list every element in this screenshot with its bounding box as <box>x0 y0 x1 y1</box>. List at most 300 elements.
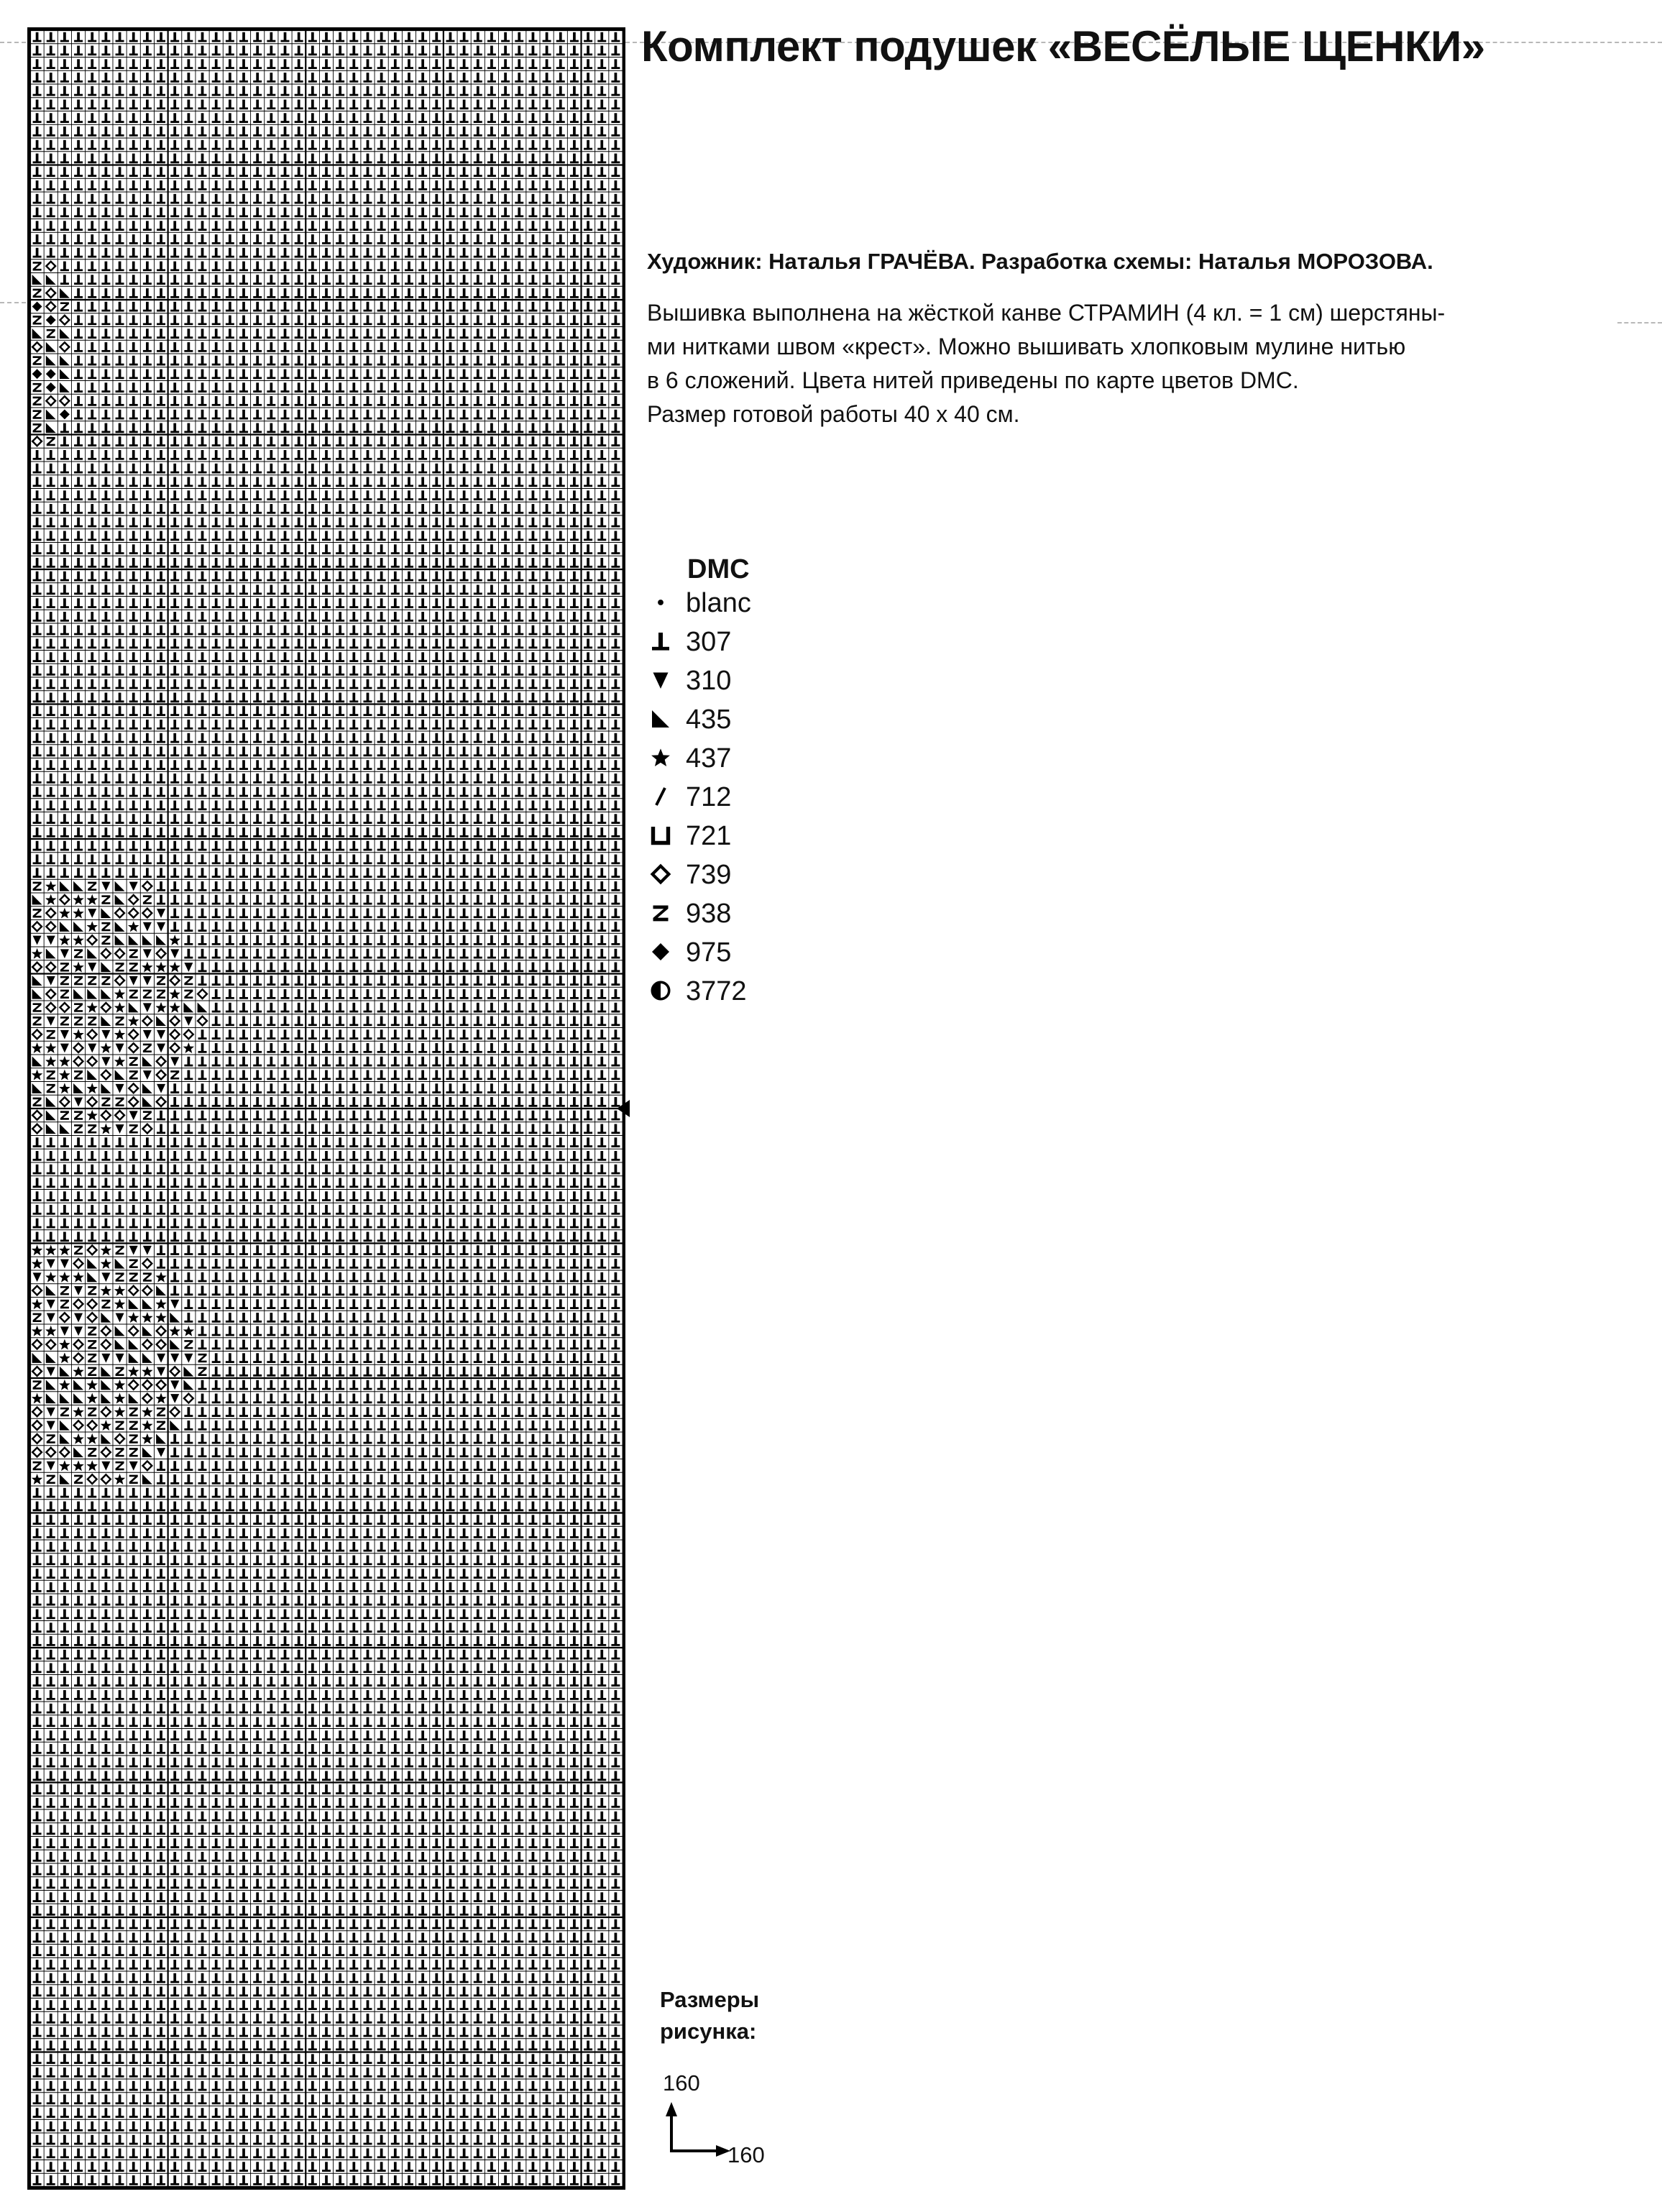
chart-cell-perp <box>143 1219 152 1229</box>
chart-cell-perp <box>226 1353 234 1363</box>
chart-cell-perp <box>528 504 537 514</box>
chart-cell-perp <box>418 625 427 635</box>
chart-cell-perp <box>47 167 55 177</box>
chart-cell-perp <box>418 827 427 837</box>
chart-cell-perp <box>47 140 55 150</box>
chart-cell-perp <box>515 1340 523 1350</box>
chart-cell-corner <box>60 922 70 932</box>
chart-cell-perp <box>295 774 303 784</box>
chart-cell-perp <box>474 316 482 326</box>
chart-cell-perp <box>377 1057 386 1067</box>
chart-cell-perp <box>556 73 565 83</box>
chart-cell-perp <box>336 221 344 231</box>
chart-cell-perp <box>474 1259 482 1269</box>
chart-cell-perp <box>501 625 510 635</box>
chart-cell-perp <box>295 706 303 716</box>
chart-cell-perp <box>47 504 55 514</box>
chart-cell-perp <box>253 396 262 406</box>
chart-cell-z <box>101 976 110 985</box>
chart-cell-perp <box>460 949 469 959</box>
chart-cell-perp <box>418 342 427 352</box>
chart-cell-perp <box>74 248 83 258</box>
chart-cell-perp <box>349 1070 358 1080</box>
chart-cell-perp <box>239 774 248 784</box>
chart-cell-perp <box>157 180 165 191</box>
chart-cell-perp <box>253 477 262 487</box>
chart-cell-perp <box>528 625 537 635</box>
chart-cell-perp <box>597 544 606 554</box>
chart-cell-perp <box>432 827 441 837</box>
chart-cell-perp <box>474 194 482 204</box>
chart-cell-perp <box>570 288 579 298</box>
chart-cell-perp <box>391 1259 400 1269</box>
chart-cell-perp <box>460 518 469 528</box>
chart-cell-perp <box>501 679 510 689</box>
chart-cell-perp <box>198 706 207 716</box>
chart-cell-perp <box>391 531 400 541</box>
chart-cell-perp <box>198 518 207 528</box>
chart-cell-perp <box>405 1434 413 1444</box>
chart-cell-perp <box>184 221 193 231</box>
chart-cell-perp <box>584 612 592 622</box>
chart-cell-perp <box>487 1380 496 1390</box>
chart-cell-perp <box>322 733 331 743</box>
chart-cell-perp <box>501 666 510 676</box>
chart-cell-perp <box>184 1313 193 1323</box>
chart-cell-perp <box>543 747 551 757</box>
chart-cell-star <box>114 1406 125 1417</box>
chart-cell-perp <box>349 396 358 406</box>
chart-cell-perp <box>432 814 441 824</box>
chart-cell-perp <box>391 490 400 500</box>
chart-cell-perp <box>405 262 413 272</box>
chart-cell-perp <box>556 706 565 716</box>
chart-cell-perp <box>501 909 510 919</box>
chart-cell-perp <box>432 558 441 568</box>
chart-cell-perp <box>597 356 606 366</box>
chart-cell-perp <box>460 396 469 406</box>
chart-cell-z <box>170 1070 179 1079</box>
chart-cell-perp <box>129 544 138 554</box>
chart-cell-perp <box>170 572 179 582</box>
chart-cell-perp <box>501 1232 510 1242</box>
chart-cell-perp <box>308 1057 317 1067</box>
chart-cell-star <box>114 1056 125 1067</box>
chart-cell-perp <box>116 396 124 406</box>
chart-cell-perp <box>322 140 331 150</box>
chart-cell-perp <box>47 477 55 487</box>
chart-cell-perp <box>528 154 537 164</box>
chart-cell-perp <box>584 370 592 380</box>
chart-cell-perp <box>88 504 96 514</box>
chart-cell-perp <box>570 666 579 676</box>
chart-cell-perp <box>418 1380 427 1390</box>
chart-cell-perp <box>116 1178 124 1188</box>
chart-cell-perp <box>184 760 193 770</box>
chart-cell-perp <box>267 841 275 851</box>
chart-cell-perp <box>584 531 592 541</box>
chart-cell-perp <box>60 59 69 69</box>
chart-cell-perp <box>322 652 331 662</box>
chart-cell-perp <box>418 410 427 420</box>
chart-cell-perp <box>446 639 454 649</box>
chart-cell-perp <box>377 180 386 191</box>
chart-cell-perp <box>170 518 179 528</box>
chart-cell-perp <box>487 248 496 258</box>
chart-cell-perp <box>391 558 400 568</box>
chart-cell-perp <box>391 1097 400 1107</box>
chart-cell-perp <box>60 1165 69 1175</box>
chart-cell-perp <box>487 989 496 999</box>
chart-cell-perp <box>515 855 523 865</box>
chart-cell-perp <box>129 154 138 164</box>
chart-cell-perp <box>418 963 427 973</box>
chart-cell-perp <box>377 1178 386 1188</box>
chart-cell-perp <box>281 976 290 986</box>
chart-cell-perp <box>74 194 83 204</box>
chart-cell-perp <box>267 1421 275 1431</box>
chart-cell-perp <box>556 976 565 986</box>
chart-cell-perp <box>597 1165 606 1175</box>
chart-cell-perp <box>556 598 565 608</box>
chart-cell-perp <box>47 572 55 582</box>
chart-cell-perp <box>226 127 234 137</box>
chart-cell-tri-down <box>116 1084 124 1093</box>
chart-cell-perp <box>267 1205 275 1215</box>
chart-cell-perp <box>501 989 510 999</box>
chart-cell-perp <box>267 585 275 595</box>
chart-cell-perp <box>432 113 441 123</box>
chart-cell-perp <box>528 544 537 554</box>
chart-cell-perp <box>487 639 496 649</box>
chart-cell-corner <box>46 355 56 365</box>
chart-cell-perp <box>584 1124 592 1134</box>
chart-cell-perp <box>460 450 469 460</box>
chart-cell-perp <box>597 598 606 608</box>
chart-cell-perp <box>570 585 579 595</box>
chart-cell-diamond-open <box>46 963 55 972</box>
chart-cell-perp <box>267 1070 275 1080</box>
chart-cell-perp <box>170 1286 179 1296</box>
chart-cell-perp <box>391 32 400 42</box>
chart-cell-perp <box>239 881 248 891</box>
chart-cell-perp <box>446 194 454 204</box>
chart-cell-perp <box>611 1137 620 1147</box>
chart-cell-perp <box>157 140 165 150</box>
chart-cell-perp <box>308 935 317 945</box>
chart-cell-perp <box>570 356 579 366</box>
chart-cell-perp <box>129 370 138 380</box>
chart-cell-perp <box>460 814 469 824</box>
chart-cell-perp <box>446 208 454 218</box>
chart-cell-perp <box>528 1340 537 1350</box>
chart-cell-perp <box>33 248 42 258</box>
chart-cell-perp <box>281 275 290 285</box>
chart-cell-perp <box>336 572 344 582</box>
chart-cell-perp <box>212 302 221 312</box>
chart-cell-perp <box>239 572 248 582</box>
chart-cell-perp <box>267 262 275 272</box>
chart-cell-perp <box>611 1434 620 1444</box>
chart-cell-perp <box>528 248 537 258</box>
chart-cell-perp <box>239 154 248 164</box>
chart-cell-perp <box>611 140 620 150</box>
chart-cell-perp <box>129 329 138 339</box>
chart-cell-perp <box>308 1070 317 1080</box>
chart-cell-perp <box>528 1232 537 1242</box>
chart-cell-perp <box>501 275 510 285</box>
chart-cell-perp <box>157 248 165 258</box>
chart-cell-perp <box>281 585 290 595</box>
chart-cell-perp <box>391 598 400 608</box>
chart-cell-tri-down <box>47 1313 55 1323</box>
chart-cell-perp <box>460 1097 469 1107</box>
chart-cell-perp <box>418 329 427 339</box>
chart-cell-perp <box>101 46 110 56</box>
chart-cell-perp <box>377 194 386 204</box>
chart-cell-perp <box>170 275 179 285</box>
chart-cell-perp <box>101 356 110 366</box>
chart-cell-z <box>198 1367 207 1376</box>
chart-cell-perp <box>487 208 496 218</box>
chart-cell-perp <box>597 1124 606 1134</box>
chart-cell-perp <box>528 180 537 191</box>
chart-cell-perp <box>129 194 138 204</box>
chart-cell-perp <box>570 59 579 69</box>
chart-cell-perp <box>597 1151 606 1161</box>
chart-cell-perp <box>528 598 537 608</box>
chart-cell-tri-down <box>47 1421 55 1431</box>
chart-cell-z <box>101 1300 110 1308</box>
chart-cell-perp <box>377 1111 386 1121</box>
chart-cell-perp <box>336 1137 344 1147</box>
chart-cell-perp <box>584 733 592 743</box>
chart-cell-perp <box>308 1151 317 1161</box>
chart-cell-perp <box>295 585 303 595</box>
chart-cell-perp <box>570 1219 579 1229</box>
chart-cell-perp <box>47 518 55 528</box>
chart-cell-perp <box>501 760 510 770</box>
chart-cell-perp <box>543 477 551 487</box>
chart-cell-perp <box>267 909 275 919</box>
chart-cell-star <box>45 1326 56 1336</box>
chart-cell-perp <box>60 140 69 150</box>
chart-cell-perp <box>446 477 454 487</box>
chart-cell-perp <box>88 342 96 352</box>
chart-cell-perp <box>253 814 262 824</box>
chart-cell-perp <box>515 370 523 380</box>
chart-cell-perp <box>528 922 537 932</box>
chart-cell-z <box>116 1098 124 1106</box>
chart-cell-perp <box>101 679 110 689</box>
chart-cell-perp <box>184 275 193 285</box>
chart-cell-perp <box>295 1434 303 1444</box>
chart-cell-perp <box>446 1394 454 1404</box>
chart-cell-perp <box>295 572 303 582</box>
chart-cell-perp <box>295 140 303 150</box>
chart-cell-perp <box>515 612 523 622</box>
chart-cell-perp <box>584 679 592 689</box>
chart-cell-perp <box>60 262 69 272</box>
chart-cell-perp <box>349 275 358 285</box>
chart-cell-perp <box>418 477 427 487</box>
chart-cell-perp <box>33 167 42 177</box>
chart-cell-perp <box>226 639 234 649</box>
chart-cell-perp <box>239 1043 248 1053</box>
chart-cell-perp <box>101 180 110 191</box>
chart-cell-z <box>60 302 69 311</box>
chart-cell-perp <box>432 1272 441 1282</box>
chart-cell-perp <box>239 1219 248 1229</box>
chart-cell-perp <box>88 167 96 177</box>
chart-cell-perp <box>198 1097 207 1107</box>
chart-cell-perp <box>543 1111 551 1121</box>
chart-cell-perp <box>543 895 551 905</box>
chart-cell-perp <box>460 855 469 865</box>
chart-cell-perp <box>543 558 551 568</box>
chart-cell-perp <box>501 477 510 487</box>
chart-cell-perp <box>515 639 523 649</box>
chart-cell-perp <box>336 868 344 878</box>
chart-cell-perp <box>501 248 510 258</box>
chart-cell-perp <box>584 1232 592 1242</box>
chart-cell-perp <box>515 1137 523 1147</box>
chart-cell-perp <box>611 73 620 83</box>
chart-cell-perp <box>446 1232 454 1242</box>
chart-cell-perp <box>611 1394 620 1404</box>
chart-cell-perp <box>487 1191 496 1201</box>
chart-cell-perp <box>170 221 179 231</box>
chart-cell-perp <box>377 436 386 446</box>
chart-cell-perp <box>226 154 234 164</box>
chart-cell-perp <box>597 342 606 352</box>
chart-cell-diamond-open <box>198 1016 207 1026</box>
chart-cell-perp <box>116 73 124 83</box>
chart-cell-perp <box>170 477 179 487</box>
chart-cell-perp <box>239 1448 248 1458</box>
chart-cell-perp <box>212 1245 221 1255</box>
chart-cell-perp <box>597 518 606 528</box>
chart-cell-perp <box>543 248 551 258</box>
chart-cell-perp <box>74 747 83 757</box>
chart-cell-perp <box>515 868 523 878</box>
chart-cell-perp <box>184 949 193 959</box>
chart-cell-perp <box>363 706 372 716</box>
chart-cell-perp <box>570 827 579 837</box>
chart-cell-perp <box>295 248 303 258</box>
chart-cell-perp <box>170 531 179 541</box>
chart-cell-perp <box>501 518 510 528</box>
chart-cell-perp <box>212 288 221 298</box>
chart-cell-perp <box>129 100 138 110</box>
chart-cell-perp <box>74 113 83 123</box>
chart-cell-perp <box>170 855 179 865</box>
chart-cell-perp <box>474 410 482 420</box>
chart-cell-perp <box>253 1124 262 1134</box>
chart-cell-perp <box>308 262 317 272</box>
chart-cell-perp <box>198 855 207 865</box>
chart-cell-perp <box>584 706 592 716</box>
chart-cell-perp <box>33 1205 42 1215</box>
chart-cell-perp <box>322 1029 331 1040</box>
chart-cell-perp <box>570 1124 579 1134</box>
chart-cell-perp <box>584 774 592 784</box>
chart-cell-perp <box>377 531 386 541</box>
chart-cell-perp <box>226 423 234 433</box>
chart-cell-perp <box>528 881 537 891</box>
chart-cell-perp <box>143 639 152 649</box>
chart-cell-perp <box>363 1286 372 1296</box>
chart-cell-perp <box>474 1057 482 1067</box>
chart-cell-perp <box>405 531 413 541</box>
chart-cell-perp <box>584 1083 592 1093</box>
chart-cell-perp <box>570 814 579 824</box>
chart-cell-perp <box>239 1259 248 1269</box>
chart-cell-perp <box>116 1191 124 1201</box>
chart-cell-perp <box>474 248 482 258</box>
chart-cell-tri-down <box>143 1030 152 1040</box>
chart-cell-perp <box>460 963 469 973</box>
chart-cell-perp <box>597 450 606 460</box>
chart-cell-perp <box>281 720 290 730</box>
chart-cell-perp <box>74 490 83 500</box>
chart-cell-perp <box>432 935 441 945</box>
chart-cell-perp <box>253 1083 262 1093</box>
chart-cell-perp <box>170 248 179 258</box>
chart-cell-perp <box>336 410 344 420</box>
chart-cell-perp <box>308 100 317 110</box>
chart-cell-perp <box>391 1272 400 1282</box>
chart-cell-perp <box>418 922 427 932</box>
chart-cell-perp <box>349 504 358 514</box>
chart-cell-perp <box>88 127 96 137</box>
chart-cell-perp <box>597 895 606 905</box>
chart-cell-perp <box>460 248 469 258</box>
chart-cell-perp <box>391 827 400 837</box>
chart-cell-z <box>129 1057 138 1065</box>
chart-cell-perp <box>33 531 42 541</box>
chart-cell-perp <box>253 302 262 312</box>
chart-cell-perp <box>267 598 275 608</box>
chart-cell-perp <box>170 46 179 56</box>
chart-cell-perp <box>349 234 358 244</box>
chart-cell-perp <box>570 1394 579 1404</box>
chart-cell-perp <box>528 774 537 784</box>
chart-cell-perp <box>597 1421 606 1431</box>
chart-cell-perp <box>597 329 606 339</box>
chart-cell-perp <box>198 949 207 959</box>
chart-cell-perp <box>611 949 620 959</box>
chart-cell-perp <box>432 585 441 595</box>
chart-cell-perp <box>198 410 207 420</box>
chart-cell-star <box>155 962 166 973</box>
chart-cell-perp <box>432 127 441 137</box>
chart-cell-perp <box>543 1165 551 1175</box>
chart-cell-perp <box>487 679 496 689</box>
chart-cell-perp <box>597 32 606 42</box>
chart-cell-perp <box>528 572 537 582</box>
chart-cell-perp <box>295 504 303 514</box>
chart-cell-perp <box>322 100 331 110</box>
chart-cell-perp <box>363 544 372 554</box>
chart-cell-perp <box>501 693 510 703</box>
chart-cell-star <box>45 1272 56 1282</box>
chart-cell-perp <box>226 1421 234 1431</box>
chart-cell-perp <box>157 814 165 824</box>
chart-cell-perp <box>377 127 386 137</box>
chart-cell-perp <box>267 221 275 231</box>
chart-cell-perp <box>74 329 83 339</box>
